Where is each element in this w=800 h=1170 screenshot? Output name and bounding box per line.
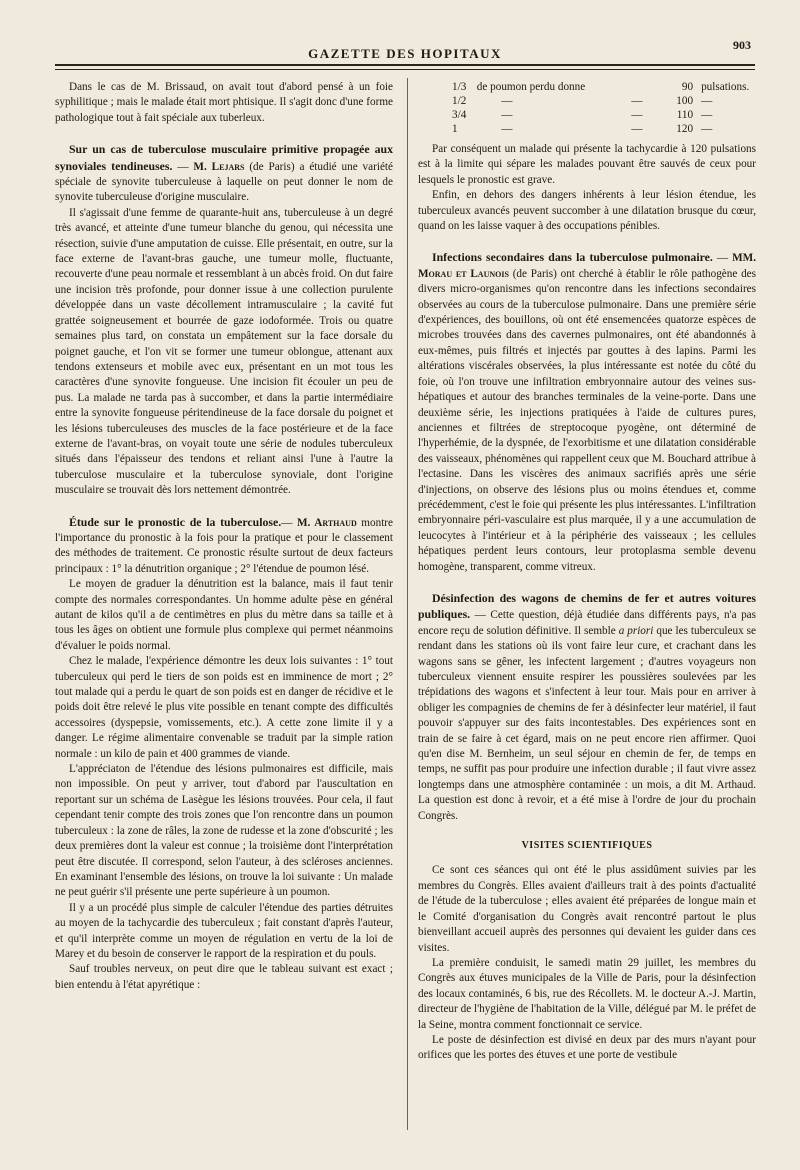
section-pronostic-tuberculose: Étude sur le pronostic de la tuberculose.— M. Arthaud montre l'importance du pronostic à la fois pour la pratique et pour le classement des méthodes de traitement. Ce pronostic résulte surtout de deux facteurs principaux : 1° la dénutrition organique ; 2° l'étendue de poumon lésé. bbox=[55, 514, 393, 575]
journal-title: GAZETTE DES HOPITAUX bbox=[308, 46, 502, 61]
column-divider bbox=[407, 78, 408, 1130]
paragraph: Enfin, en dehors des dangers inhérents à leur lésion étendue, les tuberculeux avancés peuvent succomber à une dilatation brusque du cœur, quand on les laisse vaquer à des occupations pénibles. bbox=[418, 189, 756, 233]
section-title: Désinfection des wagons de chemins de fer et autres voitures publiques. bbox=[418, 590, 756, 622]
paragraph: Il s'agissait d'une femme de quarante-huit ans, tuberculeuse à un degré très avancé, et atteinte d'une tumeur blanche du genou, qui nécessita une résection, suivie d'une amputation de cuisse. Elle présentait, en outre, sur la face externe de l'avant-bras gauche, une tumeur molle, fluctuante, recouverte d'une peau normale et ressemblant à un abcès froid. On dut faire une incision très profonde, pour donner issue à une collection purulente développée dans un vaste décollement intramusculaire ; la cavité fut grattée soigneusement et bourrée de gaze iodoformée. Trois ou quatre semaines plus tard, on constata un empâtement sur la face dorsale du poignet gauche, et l'on vit se former une tumeur oblongue, attenant aux tendons extenseurs et mobile avec eux, présentant en un mot tous les caractères d'une synovite fongueuse. Une incision fit écouler un peu de pus. La malade ne tarda pas à succomber, et dans la partie intermédiaire entre la synovite fongueuse péritendineuse de la face dorsale du poignet et les lésions tuberculeuses des muscles de la face postérieure et de la face externe de l'avant-bras, on voyait toute une série de nodules tuberculeux situés dans l'épaisseur des tendons et reliant ainsi l'une à l'autre la tuberculose musculaire et la tuberculose synoviale, dont l'origine musculaire se trouvait dès lors nettement démontrée. bbox=[55, 206, 393, 497]
header-rule-thin bbox=[55, 69, 755, 70]
section-infections-secondaires: Infections secondaires dans la tuberculose pulmonaire. — MM. Morau et Launois (de Paris) ont cherché à établir le rôle pathogène des divers micro-organismes qu'on rencontre dans les infections secondaires observées au cours de la tuberculose pulmonaire. Dans une première série d'expériences, des bouillons, où ont été ensemencées quatorze espèces de microbes trouvées dans des cavernes pulmonaires, ont été abandonnés à eux-mêmes, puis filtrés et injectés par gouttes à des lapins. Parmi les altérations viscérales observées, la plus intéressante est notée du côté du foie, où l'on trouve une infiltration embryonnaire autour des veines sus-hépatiques et autour des branches terminales de la veine-porte. Dans une deuxième série, les injections pratiquées à l'aide de cultures pures, anciennes et filtrées de streptocoque pyogène, ont déterminé de l'hyperhémie, de la dyspnée, de l'exorbitisme et une dilatation considérable des vaisseaux, phénomènes qui rappellent ceux que M. Bouchard attribue à l'ectasine. Dans les viscères des animaux sacrifiés après une série d'injections, on observe des lésions plus ou moins étendues et, comme précédemment, c'est le foie qui présente les plus intéressantes. L'infiltration embryonnaire péri-vasculaire est plus marquée, il y a une accumulation de leucocytes à l'intérieur et à la périphérie des vaisseaux ; les cellules hépatiques perdent leurs contours, leur protoplasma semble devenu homogène, transparent, comme vitreux. bbox=[418, 250, 756, 573]
paragraph: Le moyen de graduer la dénutrition est la balance, mais il faut tenir compte des normales correspondantes. Un homme adulte pèse en général autant de kilos qu'il a de centimètres en plus du mètre dans sa taille et à tous les âges on obtient une formule plus complexe qui permet néanmoins d'évaluer le poids normal. bbox=[55, 578, 393, 652]
paragraph: La première conduisit, le samedi matin 29 juillet, les membres du Congrès aux étuves municipales de la Ville de Paris, pour la désinfection des locaux contaminés, 6 bis, rue des Récollets. M. le docteur A.-J. Martin, directeur de l'hygiène de l'habitation de la Ville, délégué par M. le préfet de la Seine, montra comment fonctionnait ce service. bbox=[418, 956, 756, 1031]
right-column bbox=[418, 80, 756, 1064]
paragraph: Le poste de désinfection est divisé en deux par des murs n'ayant pour orifices que les portes des étuves et une porte de vestibule bbox=[418, 1033, 756, 1062]
paragraph: Il y a un procédé plus simple de calculer l'étendue des parties détruites au moyen de la tachycardie des tuberculeux ; fait constant d'après l'auteur, et qu'il interprète comme un moyen de régulation en vertu de la loi de Marey et du besoin de conserver le rapport de la respiration et du pouls. bbox=[55, 901, 393, 960]
section-title: Infections secondaires dans la tuberculose pulmonaire. bbox=[432, 250, 713, 265]
section-desinfection-wagons: Désinfection des wagons de chemins de fer et autres voitures publiques. — Cette question, déjà étudiée dans différents pays, n'a pas encore reçu de solution définitive. Il semble a priori que les tuberculeux se rendant dans les stations où ils vont faire leur cure, et crachant dans les wagons sans se gêner, les infectent largement ; d'autres voyageurs non tuberculeux viennent ensuite respirer les poussières soulevées par les trépidations des wagons et s'infectent à leur tour. Mais pour en arriver à obliger les compagnies de chemins de fer à désinfecter leur matériel, il faut pouvoir s'appuyer sur des faits incontestables. Des expériences sont en train de se faire à cet égard, mais on ne peut encore rien affirmer. Quoi qu'en dise M. Bernheim, un seul séjour en chemin de fer, de temps en temps, ne suffit pas pour produire une infection durable ; il faut vivre assez longtemps dans une atmosphère contaminée : un mois, a dit M. Arthaud. La question est donc à revoir, et a été mise à l'ordre de jour du prochain Congrès. bbox=[418, 590, 756, 822]
paragraph: Sauf troubles nerveux, on peut dire que le tableau suivant est exact ; bien entendu à l'état apyrétique : bbox=[55, 963, 393, 991]
section-title: Sur un cas de tuberculose musculaire primitive propagée aux synoviales tendineuses. bbox=[55, 142, 393, 173]
page-number: 903 bbox=[733, 38, 751, 52]
section-title: Étude sur le pronostic de la tuberculose. bbox=[69, 514, 282, 529]
page-header bbox=[55, 38, 755, 64]
paragraph: Chez le malade, l'expérience démontre les deux lois suivantes : 1° tout tuberculeux qui perd le tiers de son poids est en imminence de mort ; 2° tout malade qui a perdu le quart de son poids est en danger de récidive et le poids doit être relevé le plus vite possible en tenant compte des difficultés accessoires (dyspepsie, vomissements, etc.). A cette zone limite il y a danger. Le régime alimentaire convenable se traduit par la simple ration normale : un kilo de pain et 400 grammes de viande. bbox=[55, 655, 393, 760]
table-row: 1 — — 120 — bbox=[452, 123, 713, 135]
left-column bbox=[55, 80, 393, 993]
intro-paragraph: Dans le cas de M. Brissaud, on avait tout d'abord pensé à un foie syphilitique ; mais le malade était mort phtisique. Il s'agit donc d'une forme pathologique tout à fait spéciale aux tuberleux. bbox=[55, 81, 393, 124]
section-tuberculose-musculaire: Sur un cas de tuberculose musculaire primitive propagée aux synoviales tendineuses. — M. Lejars (de Paris) a étudié une variété spéciale de synovite tuberculeuse à laquelle on peut donner le nom de synovite tuberculeuse d'origine musculaire. bbox=[55, 142, 393, 204]
table-row: 1/3 de poumon perdu donne 90 pulsations. bbox=[452, 81, 750, 93]
author-name: M. Lejars bbox=[193, 160, 245, 173]
visites-heading: VISITES SCIENTIFIQUES bbox=[521, 840, 653, 852]
author-name: M. Arthaud bbox=[296, 516, 357, 529]
header-rule-thick bbox=[55, 64, 755, 66]
table-row: 1/2 — — 100 — bbox=[452, 95, 713, 107]
paragraph: Par conséquent un malade qui présente la tachycardie à 120 pulsations est à la limite qui sépare les malades pouvant être sauvés de ceux pour lesquels le pronostic est grave. bbox=[418, 143, 756, 186]
paragraph: Ce sont ces séances qui ont été le plus assidûment suivies par les membres du Congrès. Elles avaient d'ailleurs trait à des points d'actualité de l'étude de la tuberculose ; elles avaient été préparées de longue main et le Comité d'organisation du Congrès avait rencontré partout le plus bienveillant accueil auprès des personnes qui devaient les guider dans ces visites. bbox=[418, 864, 756, 954]
table-row: 3/4 — — 110 — bbox=[452, 109, 713, 121]
pulsation-table bbox=[448, 80, 756, 136]
paragraph: L'appréciaton de l'étendue des lésions pulmonaires est difficile, mais non impossible. On peut y arriver, tout d'abord par l'auscultation en reportant sur un schéma de Lasègue les lésions trouvées. Pour cela, il faut cependant tenir compte des trois zones que l'on rencontre dans un poumon tuberculeux : la zone de râles, la zone de rudesse et la zone d'obscurité ; les deux premières dont la valeur est connue ; la troisième dont l'interprétation peut être discutée. Il correspond, selon l'auteur, à des scléroses anciennes. En examinant l'ensemble des lésions, on trouve la loi suivante : Un malade ne peut guérir s'il présente une perte supérieure à un poumon. bbox=[55, 763, 393, 899]
author-name: MM. Morau et Launois bbox=[418, 252, 756, 280]
